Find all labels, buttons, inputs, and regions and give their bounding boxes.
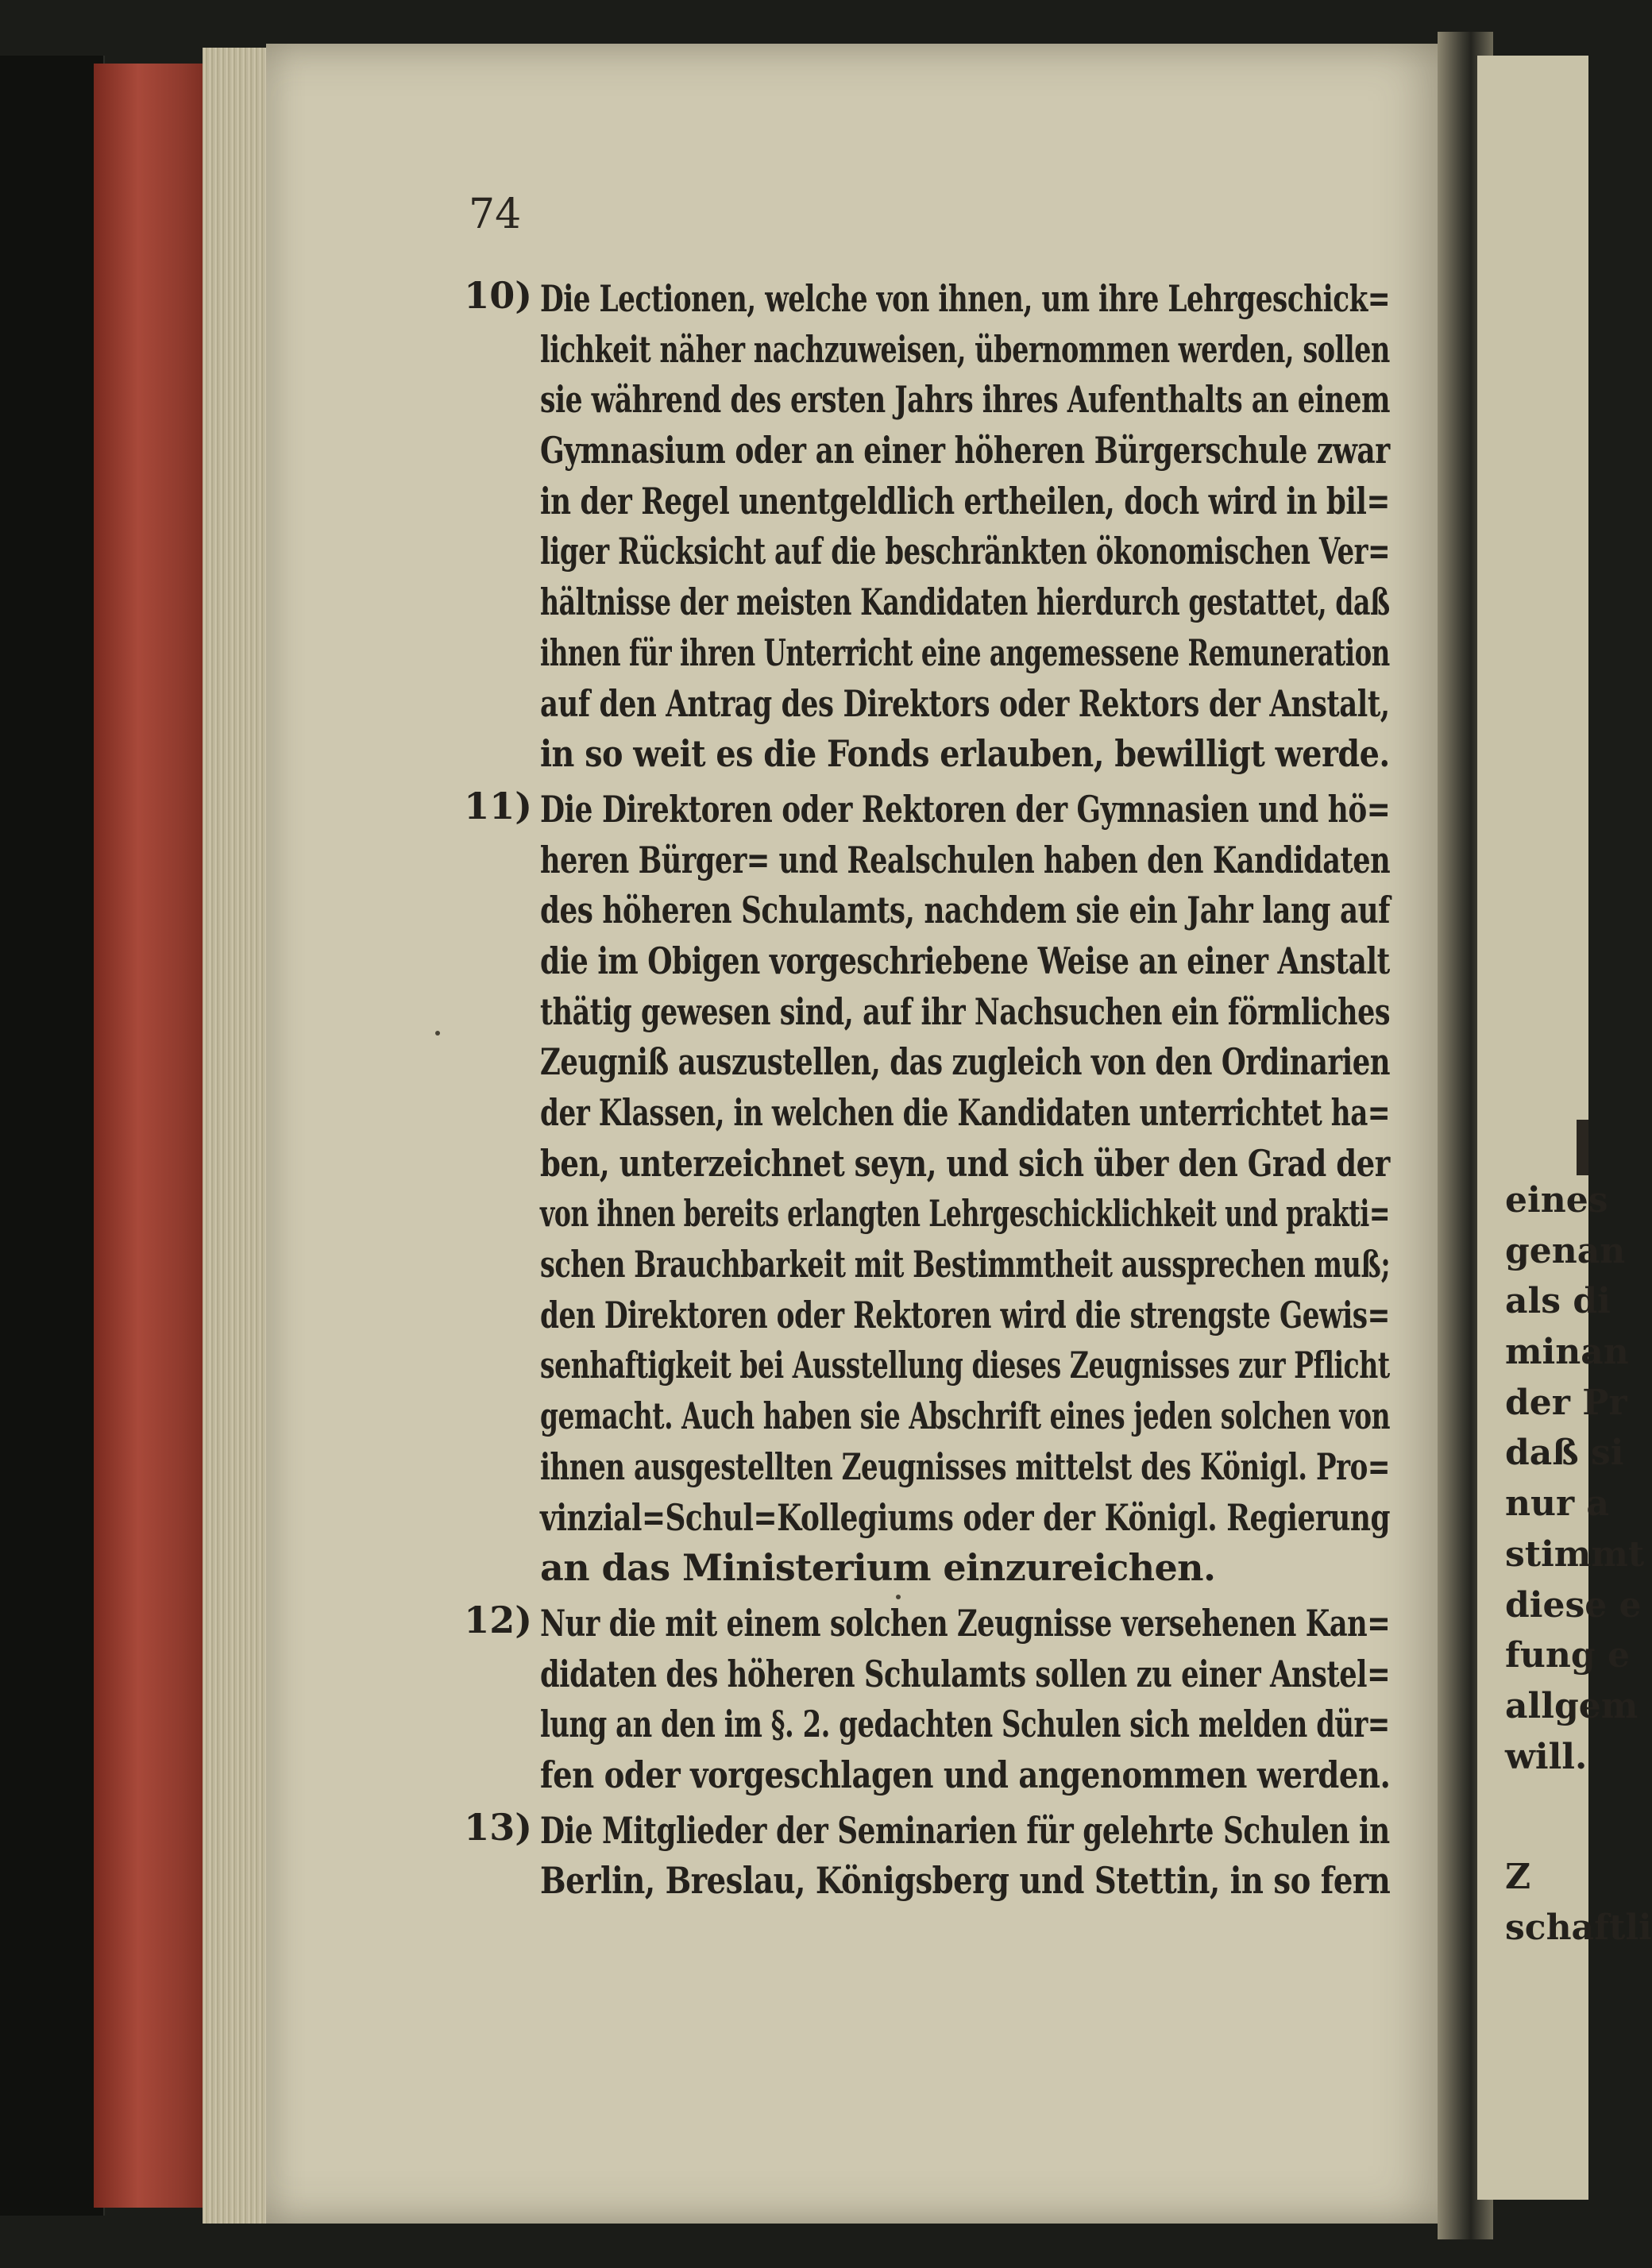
page-stack-edges xyxy=(203,48,274,2224)
text-line: die im Obigen vorgeschriebene Weise an einer Anstalt xyxy=(540,939,1390,982)
text-line: lung an den im §. 2. gedachten Schulen sich melden dür= xyxy=(540,1703,1390,1746)
facing-text-fragment: diese e xyxy=(1505,1584,1642,1626)
text-line: den Direktoren oder Rektoren wird die strengste Gewis= xyxy=(540,1293,1390,1336)
text-line: des höheren Schulamts, nachdem sie ein Jahr lang auf xyxy=(540,889,1391,932)
facing-text-fragment: schaftli xyxy=(1505,1907,1652,1948)
paragraph xyxy=(464,784,1391,1594)
page-body xyxy=(464,274,1391,1911)
page-number: 74 xyxy=(469,191,522,238)
facing-text-fragment: allgem xyxy=(1505,1685,1638,1726)
ink-speck xyxy=(435,1031,440,1036)
text-line: senhaftigkeit bei Ausstellung dieses Zeugnisses zur Pflicht xyxy=(540,1344,1390,1387)
text-line: Berlin, Breslau, Königsberg und Stettin, in so fern xyxy=(540,1859,1391,1903)
text-line: liger Rücksicht auf die beschränkten ökonomischen Ver= xyxy=(540,530,1391,573)
text-line: Zeugniß auszustellen, das zugleich von den Ordinarien xyxy=(540,1040,1391,1084)
text-line: auf den Antrag des Direktors oder Rektors der Anstalt, xyxy=(540,681,1390,725)
text-line: ihnen für ihren Unterricht eine angemessene Remuneration xyxy=(540,631,1390,674)
paragraph xyxy=(464,1598,1391,1801)
paragraph-number: 10) xyxy=(464,274,532,317)
text-line: Nur die mit einem solchen Zeugnisse versehenen Kan= xyxy=(540,1601,1391,1645)
text-line: didaten des höheren Schulamts sollen zu einer Anstel= xyxy=(540,1652,1391,1695)
facing-text-fragment: der Pr xyxy=(1505,1382,1627,1423)
text-line: vinzial=Schul=Kollegiums oder der Königl. Regierung xyxy=(540,1495,1391,1539)
text-line: der Klassen, in welchen die Kandidaten unterrichtet ha= xyxy=(540,1091,1391,1134)
facing-text-fragment: daß si xyxy=(1505,1433,1624,1474)
facing-text-fragment: nur a xyxy=(1505,1483,1609,1525)
text-line: in der Regel unentgeldlich ertheilen, doch wird in bil= xyxy=(540,479,1390,523)
red-page-edges xyxy=(94,64,221,2208)
paragraph xyxy=(464,1805,1391,1907)
facing-gap xyxy=(1505,1782,1588,1852)
facing-text-fragment: als di xyxy=(1505,1281,1611,1322)
facing-text-fragment: will. xyxy=(1505,1736,1588,1777)
text-line: sie während des ersten Jahrs ihres Aufenthalts an einem xyxy=(540,378,1391,422)
facing-page-mark xyxy=(1577,1120,1588,1175)
text-line: heren Bürger= und Realschulen haben den Kandidaten xyxy=(540,838,1391,881)
book-cover-edge xyxy=(0,56,105,2216)
text-line: Die Mitglieder der Seminarien für gelehrte Schulen in xyxy=(540,1808,1390,1852)
text-line: Die Lectionen, welche von ihnen, um ihre Lehrgeschick= xyxy=(540,277,1391,320)
paragraph xyxy=(464,274,1391,780)
text-line: hältnisse der meisten Kandidaten hierdurch gestattet, daß xyxy=(540,580,1390,624)
text-line: an das Ministerium einzureichen. xyxy=(540,1546,1216,1590)
text-line: von ihnen bereits erlangten Lehrgeschicklichkeit und prakti= xyxy=(540,1192,1390,1236)
text-line: ihnen ausgestellten Zeugnisses mittelst des Königl. Pro= xyxy=(540,1444,1390,1488)
facing-text-fragment: stimmt xyxy=(1505,1533,1645,1575)
text-line: Die Direktoren oder Rektoren der Gymnasien und hö= xyxy=(540,787,1391,831)
paragraph-number: 13) xyxy=(464,1805,532,1849)
facing-text-fragment: genan xyxy=(1505,1230,1626,1271)
facing-text-fragment: Z xyxy=(1505,1857,1531,1898)
text-line: ben, unterzeichnet seyn, und sich über den Grad der xyxy=(540,1141,1390,1185)
text-line: lichkeit näher nachzuweisen, übernommen werden, sollen xyxy=(540,327,1390,371)
paragraph-number: 11) xyxy=(464,784,532,827)
facing-page-text xyxy=(1505,1175,1652,1954)
text-line: schen Brauchbarkeit mit Bestimmtheit aussprechen muß; xyxy=(540,1243,1391,1286)
text-line: thätig gewesen sind, auf ihr Nachsuchen ein förmliches xyxy=(540,989,1391,1033)
facing-text-fragment: eines xyxy=(1505,1180,1608,1221)
text-line: Gymnasium oder an einer höheren Bürgerschule zwar xyxy=(540,429,1390,472)
facing-text-fragment: fung e xyxy=(1505,1635,1630,1676)
ink-speck xyxy=(896,1595,901,1599)
facing-text-fragment: minan xyxy=(1505,1332,1629,1373)
paragraph-number: 12) xyxy=(464,1598,532,1641)
text-line: gemacht. Auch haben sie Abschrift eines jeden solchen von xyxy=(540,1394,1391,1438)
text-line: in so weit es die Fonds erlauben, bewilligt werde. xyxy=(540,732,1390,776)
text-line: fen oder vorgeschlagen und angenommen werden. xyxy=(540,1753,1391,1796)
